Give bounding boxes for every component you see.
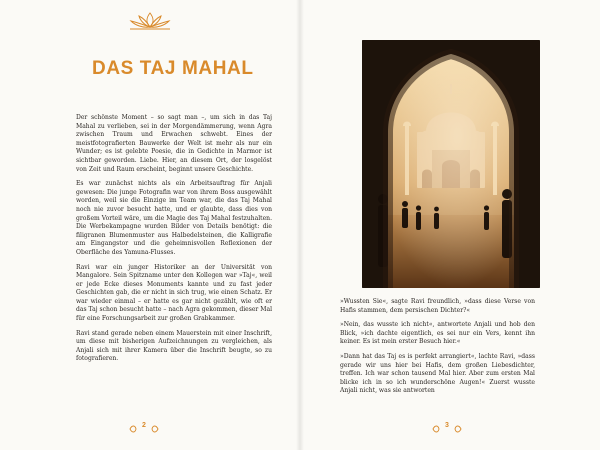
left-text-column [76, 114, 272, 370]
paragraph: »Wussten Sie«, sagte Ravi freundlich, »dass diese Verse von Hafis stammen, dem persischen Dichter?« [340, 298, 535, 314]
paragraph: Es war zunächst nichts als ein Arbeitsauftrag für Anjali gewesen: Die junge Fotografin war von ihrem Boss ausgewählt worden, weil sie die Einzige im Team war, die das Taj Mahal noch nie zuvor besucht hatte, und er glaubte, dass dies von großem Vorteil wäre, um die Magie des Taj Mahal festzuhalten. Die Werbekampagne wurden Bilder von Details benötigt: die filigranen Blumenmuster aus Halbedelsteinen, die Kalligrafie am Eingangstor und die geheimnisvollen Reflexionen der Oberfläche des Yamuna-Flusses. [76, 180, 272, 256]
chapter-title: DAS TAJ MAHAL [92, 58, 254, 79]
taj-mahal-through-arch-photo-icon [362, 40, 540, 288]
paragraph: Der schönste Moment – so sagt man –, um sich in das Taj Mahal zu verlieben, sei in der Morgendämmerung, wenn Agra zwischen Traum und Erwachen schwebt. Eines der meistfotografierten Bauwerke der Welt ist mehr als nur ein Wunder; es ist gelebte Poesie, die in Gedichte in Marmor ist sichtbar geworden. Liebe. Hier, an diesem Ort, der losgelöst von Zeit und Raum erscheint, beginnt unsere Geschichte. [76, 114, 272, 173]
page-number: 2 [142, 422, 146, 429]
right-text-column [340, 298, 535, 402]
page-footer [427, 420, 467, 432]
paragraph: Ravi war ein junger Historiker an der Universität von Mangalore. Sein Spitzname unter den Kollegen war »Taj«, weil er jede Ecke dieses Monuments kannte und zu fast jeder Geschichten gab, die er nicht in sich trug, wie einen Schatz. Er war wieder einmal – er hatte es gar nicht gezählt, wie oft er das Taj schon besucht hatte – nach Agra gekommen, dieser Mal für eine Forschungsarbeit zur großen Grabkammer. [76, 263, 272, 323]
taj-mahal-photo [362, 40, 540, 288]
paragraph: »Dann hat das Taj es is perfekt arrangiert«, lachte Ravi, »dass gerade wir uns hier bei Hafis, dem großen Liebesdichter, treffen. Ich war schon tausend Mal hier. Aber zum ersten Mal blicke ich in so ich wunderschöne Augen!« Zuerst wusste Anjali nicht, was sie antworten [340, 352, 535, 395]
lotus-ornament-icon [126, 10, 174, 32]
left-page [0, 0, 298, 450]
page-footer [124, 420, 164, 432]
paragraph: »Nein, das wusste ich nicht«, antwortete Anjali und hob den Blick, »ich dachte eigentlich, es sei nur ein Vers, kennt ihn keiner. Es ist mein erster Besuch hier.« [340, 321, 535, 346]
page-number: 3 [445, 422, 449, 429]
paragraph: Ravi stand gerade neben einem Mauerstein mit einer Inschrift, um diese mit bisherigen Aufzeichnungen zu vergleichen, als Anjali sich mit ihrer Kamera über die Inschrift beugte, so zu fotografieren. [76, 329, 272, 363]
